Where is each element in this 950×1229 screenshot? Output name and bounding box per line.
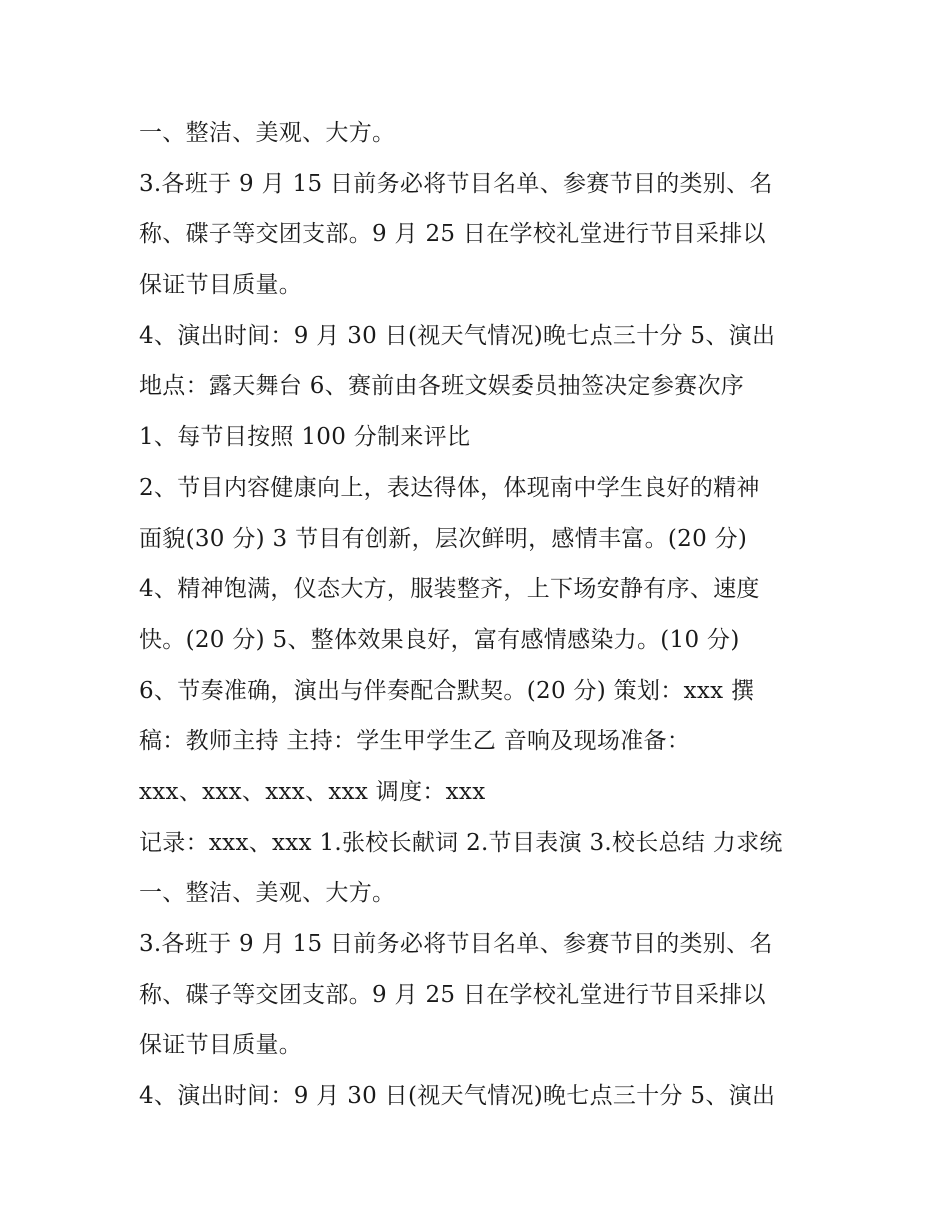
text-line: 地点：露天舞台 6、赛前由各班文娱委员抽签决定参赛次序: [139, 373, 745, 400]
text-line: 3.各班于 9 月 15 日前务必将节目名单、参赛节目的类别、名: [139, 931, 773, 957]
text-line: 3.各班于 9 月 15 日前务必将节目名单、参赛节目的类别、名: [139, 170, 773, 197]
document-body: [139, 108, 819, 1122]
text-line: 记录：xxx、xxx 1.张校长献词 2.节目表演 3.校长总结 力求统: [139, 829, 783, 856]
text-line: 一、整洁、美观、大方。: [139, 120, 396, 146]
text-line: xxx、xxx、xxx、xxx 调度：xxx: [139, 778, 486, 805]
text-line: 2、节目内容健康向上，表达得体，体现南中学生良好的精神: [139, 474, 760, 501]
text-line: 1、每节目按照 100 分制来评比: [139, 424, 471, 451]
text-line: 保证节目质量。: [139, 1032, 303, 1059]
text-line: 4、精神饱满，仪态大方，服装整齐，上下场安静有序、速度: [139, 576, 760, 603]
text-line: 4、演出时间：9 月 30 日(视天气情况)晚七点三十分 5、演出: [139, 322, 776, 349]
text-line: 快。(20 分) 5、整体效果良好，富有感情感染力。(10 分): [139, 626, 740, 653]
text-line: 6、节奏准确，演出与伴奏配合默契。(20 分) 策划：xxx 撰: [139, 677, 755, 704]
text-line: 称、碟子等交团支部。9 月 25 日在学校礼堂进行节目采排以: [139, 221, 766, 248]
text-line: 保证节目质量。: [139, 272, 303, 299]
text-line: 称、碟子等交团支部。9 月 25 日在学校礼堂进行节目采排以: [139, 981, 766, 1008]
text-line: 面貌(30 分) 3 节目有创新，层次鲜明，感情丰富。(20 分): [139, 525, 748, 552]
text-line: 4、演出时间：9 月 30 日(视天气情况)晚七点三十分 5、演出: [139, 1083, 776, 1110]
text-line: 稿：教师主持 主持：学生甲学生乙 音响及现场准备：: [139, 728, 691, 755]
text-line: 一、整洁、美观、大方。: [139, 880, 396, 907]
